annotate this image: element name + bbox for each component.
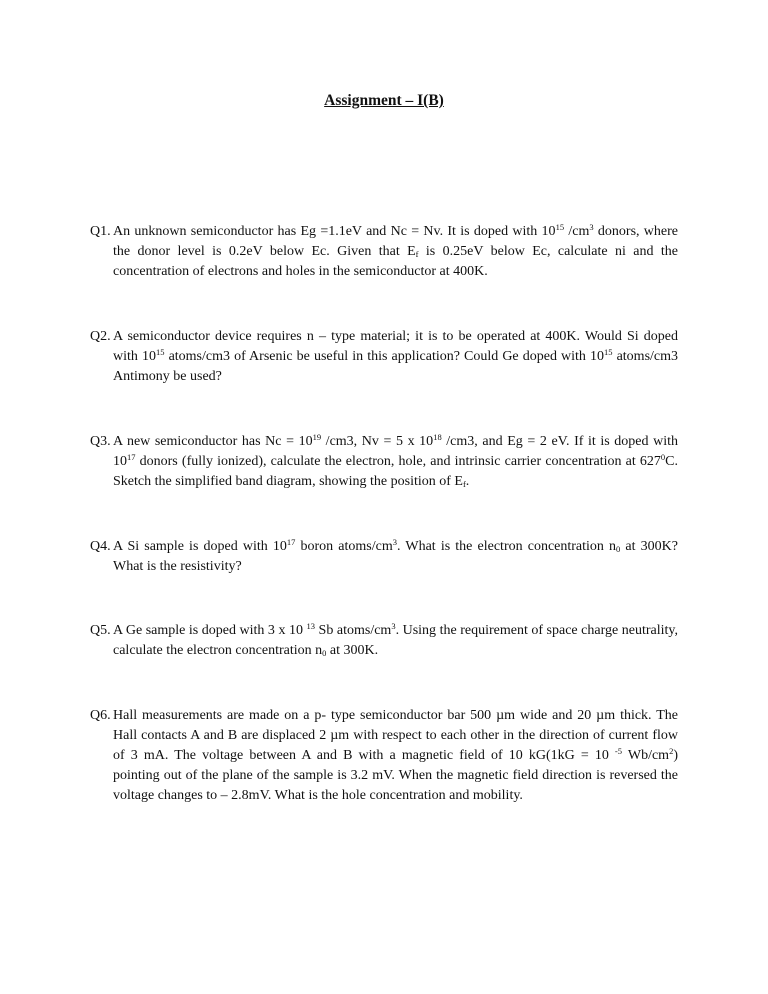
page-title: Assignment – I(B) xyxy=(324,92,444,109)
question-text: A Ge sample is doped with 3 x 10 $^{13}$ Sb atoms/$cm^3$. Using the requirement of space charge neutrality, calculate the electron concentration $n_0$ at 300K. xyxy=(113,621,678,658)
question-2 xyxy=(90,327,678,387)
question-6 xyxy=(90,706,678,806)
question-4 xyxy=(90,537,678,577)
question-text: A new semiconductor has $Nc = 10^{19}$ /cm3, Nv = 5 x $10^{18}$ /cm3, and Eg = 2 eV. If it is doped with $10^{17}$ donors (fully ionized), calculate the electron, hole, and intrinsic carrier concentration at $627^0C$. Sketch the simplified band diagram, showing the position of $E_f$. xyxy=(113,432,679,489)
question-1 xyxy=(90,222,678,282)
question-number: Q5. xyxy=(90,623,111,638)
question-number: Q3. xyxy=(90,434,111,449)
question-5 xyxy=(90,621,678,661)
question-text: A Si sample is doped with $10^{17}$ boron atoms/$cm^3$. What is the electron concentration $n_0$ at 300K? What is the resistivity? xyxy=(113,537,678,574)
question-number: Q6. xyxy=(90,708,111,723)
question-3 xyxy=(90,432,678,492)
question-text: Hall measurements are made on a p- type semiconductor bar 500 µm wide and 20 µm thick. The Hall contacts A and B are displaced 2 µm with respect to each other in the direction of current flow of 3 mA. The voltage between A and B with a magnetic field of 10 kG(1kG = 10 $^{-5}$ $Wb/cm^2$) pointing out of the plane of the sample is 3.2 mV. When the magnetic field direction is reversed the voltage changes to – 2.8mV. What is the hole concentration and mobility. xyxy=(113,708,678,803)
question-text: A semiconductor device requires n – type material; it is to be operated at 400K. Would Si doped with $10^{15}$ atoms/cm3 of Arsenic be useful in this application? Could Ge doped with $10^{15}$ atoms/cm3 Antimony be used? xyxy=(113,329,679,384)
question-number: Q1. xyxy=(90,224,111,239)
question-number: Q4. xyxy=(90,539,111,554)
question-text: An unknown semiconductor has Eg =1.1eV and Nc = Nv. It is doped with $10^{15}$ $/cm^3$ donors, where the donor level is 0.2eV below Ec. Given that $E_f$ is 0.25eV below Ec, calculate ni and the concentration of electrons and holes in the semiconductor at 400K. xyxy=(113,222,679,279)
question-number: Q2. xyxy=(90,329,111,344)
